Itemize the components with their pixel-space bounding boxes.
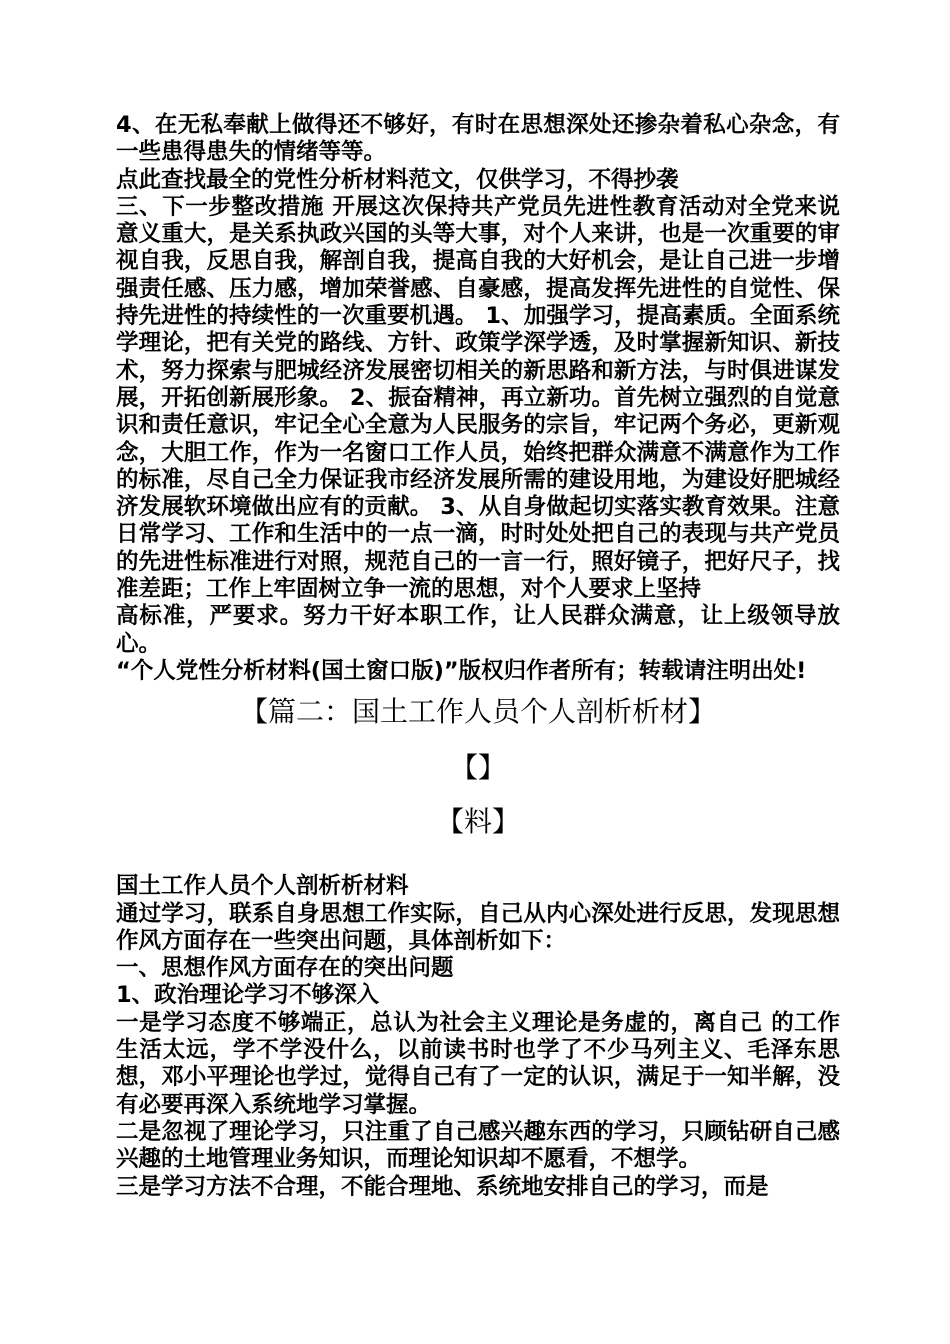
chapter-title: 【篇二：国土工作人员个人剖析析材】: [239, 695, 716, 729]
paragraph-theory-study-heading: 1、政治理论学习不够深入: [116, 982, 380, 1009]
bracket-title-empty: 【】: [449, 751, 506, 785]
paragraph-point-three: 三是学习方法不合理，不能合理地、系统地安排自己的学习，而是: [116, 1173, 769, 1200]
paragraph-point-one: 一是学习态度不够端正，总认为社会主义理论是务虚的，离自己 的工作生活太远，学不学没什么，以前读书时也学了不少马列主义、毛泽东思想，邓小平理论也学过，觉得自己有了一定的认识，满足于一知半解，没有必要再深入系统地学习掌握。: [116, 1009, 840, 1118]
paragraph-reference-note: 点此查找最全的党性分析材料范文，仅供学习，不得抄袭: [116, 166, 679, 193]
paragraph-point-two: 二是忽视了理论学习，只注重了自己感兴趣东西的学习，只顾钻研自己感兴趣的土地管理业务知识，而理论知识却不愿看，不想学。: [116, 1118, 840, 1173]
document-body: [116, 112, 840, 1201]
paragraph-intro: 通过学习，联系自身思想工作实际，自己从内心深处进行反思，发现思想作风方面存在一些突出问题，具体剖析如下：: [116, 900, 840, 954]
paragraph-high-standards: 高标准，严要求。努力干好本职工作，让人民群众满意，让上级领导放心。: [116, 603, 840, 657]
paragraph-problems-heading: 一、思想作风方面存在的突出问题: [116, 955, 454, 982]
paragraph-rectification-measures: 三、下一步整改措施 开展这次保持共产党员先进性教育活动对全党来说意义重大，是关系执政兴国的头等大事，对个人来讲，也是一次重要的审视自我，反思自我，解剖自我，提高自我的大好机会，是让自己进一步增强责任感、压力感，增加荣誉感、自豪感，提高发挥先进性的自觉性、保持先进性的持续性的一次重要机遇。 1、加强学习，提高素质。全面系统学理论，把有关党的路线、方针、政策学深学透，及时掌握新知识、新技术，努力探索与肥城经济发展密切相关的新思路和新方法，与时俱进谋发展，开拓创新展形象。 2、振奋精神，再立新功。首先树立强烈的自觉意识和责任意识，牢记全心全意为人民服务的宗旨，牢记两个务必，更新观念，大胆工作，作为一名窗口工作人员，始终把群众满意不满意作为工作的标准，尽自己全力保证我市经济发展所需的建设用地，为建设好肥城经济发展软环境做出应有的贡献。 3、从自身做起切实落实教育效果。注意日常学习、工作和生活中的一点一滴，时时处处把自己的表现与共产党员的先进性标准进行对照，规范自己的一言一行，照好镜子，把好尺子，找准差距；工作上牢固树立争一流的思想，对个人要求上坚持: [116, 193, 840, 603]
spacer: [116, 847, 840, 873]
bracket-title-liao: 【料】: [435, 805, 520, 839]
paragraph-copyright-notice: “个人党性分析材料(国土窗口版)”版权归作者所有；转载请注明出处!: [116, 657, 807, 684]
section-heading: 国土工作人员个人剖析析材料: [116, 873, 409, 900]
paragraph-item-4: 4、在无私奉献上做得还不够好，有时在思想深处还掺杂着私心杂念，有一些患得患失的情绪等等。: [116, 112, 840, 166]
